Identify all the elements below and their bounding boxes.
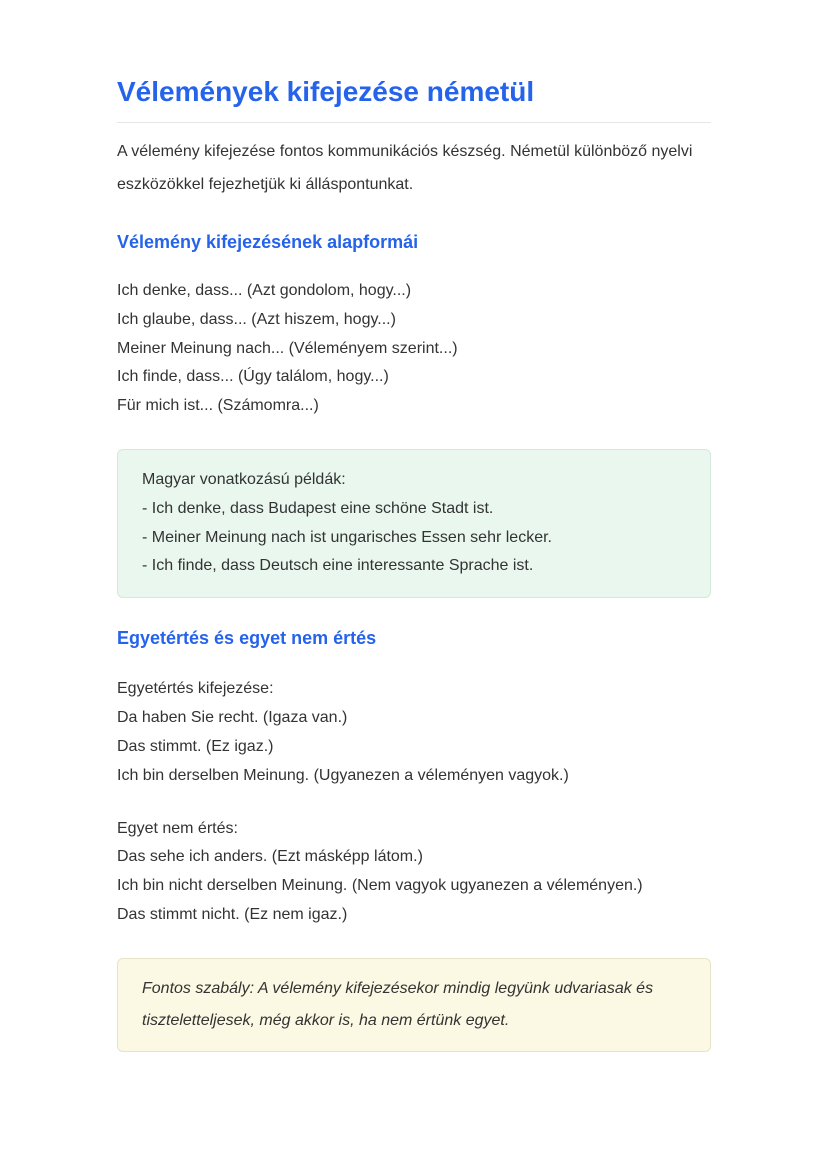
- note-text: Fontos szabály: A vélemény kifejezésekor mindig legyünk udvariasak és tiszteletteljesek, még akkor is, ha nem értünk egyet.: [142, 979, 654, 1029]
- example-box-title: Magyar vonatkozású példák:: [142, 470, 346, 488]
- phrase-line: Da haben Sie recht. (Igaza van.): [117, 709, 348, 727]
- phrase-line: Das stimmt. (Ez igaz.): [117, 737, 274, 755]
- disagreement-phrases-group: [117, 815, 711, 930]
- agreement-phrases-group: [117, 675, 711, 790]
- phrase-line: Das sehe ich anders. (Ezt másképp látom.): [117, 848, 423, 866]
- important-rule-note-box: [117, 958, 711, 1052]
- example-item: - Ich denke, dass Budapest eine schöne Stadt ist.: [142, 499, 494, 517]
- example-item: - Ich finde, dass Deutsch eine interessante Sprache ist.: [142, 557, 534, 575]
- phrase-line: Ich glaube, dass... (Azt hiszem, hogy...): [117, 310, 396, 328]
- group-label: Egyet nem értés:: [117, 819, 238, 837]
- group-label: Egyetértés kifejezése:: [117, 680, 274, 698]
- phrase-line: Ich finde, dass... (Úgy találom, hogy...): [117, 368, 389, 386]
- phrase-line: Ich bin nicht derselben Meinung. (Nem vagyok ugyanezen a véleményen.): [117, 877, 643, 895]
- phrase-line: Das stimmt nicht. (Ez nem igaz.): [117, 905, 348, 923]
- example-item: - Meiner Meinung nach ist ungarisches Essen sehr lecker.: [142, 528, 552, 546]
- page-title: Vélemények kifejezése németül: [117, 76, 711, 123]
- basic-phrases-list: [117, 277, 711, 421]
- example-callout-box: [117, 449, 711, 598]
- intro-paragraph: A vélemény kifejezése fontos kommunikációs készség. Németül különböző nyelvi eszközökkel fejezhetjük ki álláspontunkat.: [117, 143, 693, 193]
- section-heading-agreement: Egyetértés és egyet nem értés: [117, 628, 377, 649]
- phrase-line: Meiner Meinung nach... (Véleményem szerint...): [117, 339, 458, 357]
- section-heading-basics: Vélemény kifejezésének alapformái: [117, 231, 419, 252]
- phrase-line: Für mich ist... (Számomra...): [117, 397, 319, 415]
- phrase-line: Ich bin derselben Meinung. (Ugyanezen a véleményen vagyok.): [117, 766, 569, 784]
- phrase-line: Ich denke, dass... (Azt gondolom, hogy...): [117, 281, 412, 299]
- document-content: [117, 0, 711, 1160]
